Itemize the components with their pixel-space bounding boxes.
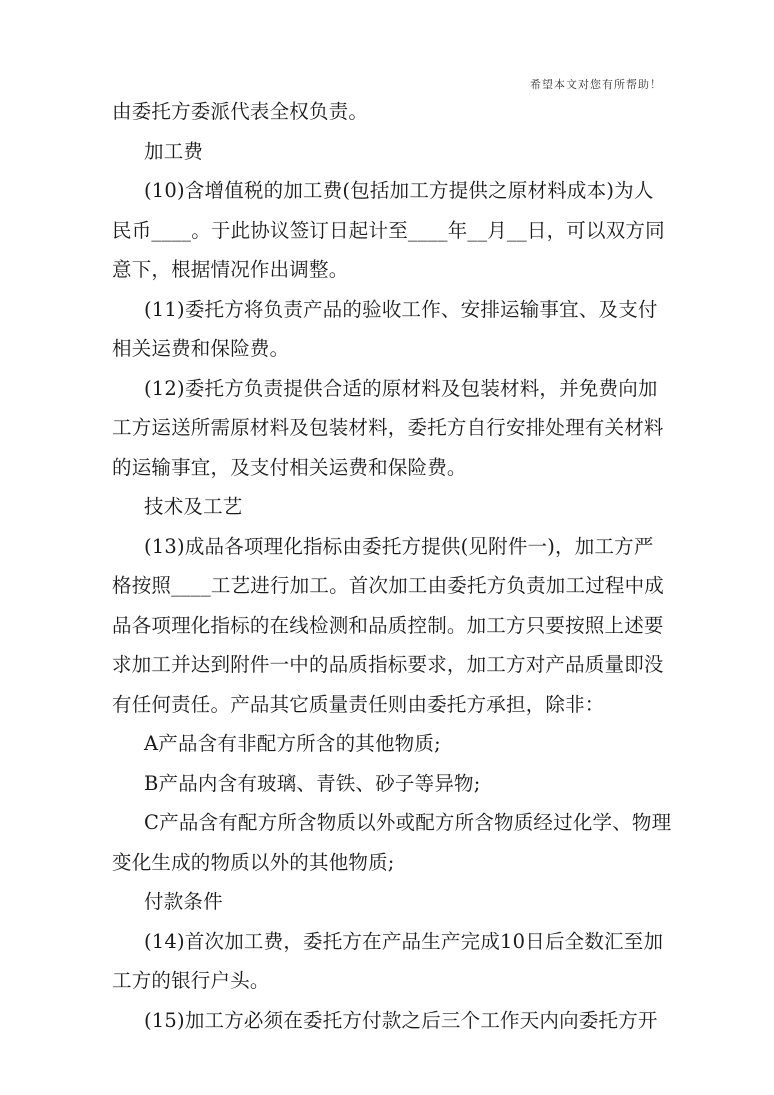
list-item: A产品含有非配方所含的其他物质; <box>144 732 441 755</box>
document-body <box>112 92 672 1040</box>
text-line: 相关运费和保险费。 <box>112 337 290 360</box>
text-line: 格按照____工艺进行加工。首次加工由委托方负责加工过程中成 <box>112 574 665 597</box>
text-line: 民币____。于此协议签订日起计至____年__月__日，可以双方同 <box>112 218 665 242</box>
text-line: (11)委托方将负责产品的验收工作、安排运输事宜、及支付 <box>144 297 658 321</box>
text-line: 工方运送所需原材料及包装材料，委托方自行安排处理有关材料 <box>112 416 664 439</box>
text-line: (12)委托方负责提供合适的原材料及包装材料，并免费向加 <box>144 376 658 400</box>
text-line: 变化生成的物质以外的其他物质; <box>112 850 395 874</box>
text-line: 工方的银行户头。 <box>112 969 270 992</box>
text-line: 由委托方委派代表全权负责。 <box>112 100 369 123</box>
text-line: 品各项理化指标的在线检测和品质控制。加工方只要按照上述要 <box>112 613 664 637</box>
text-line: (10)含增值税的加工费(包括加工方提供之原材料成本)为人 <box>144 179 654 202</box>
section-heading: 技术及工艺 <box>144 495 243 518</box>
header-note: 希望本文对您有所帮助！ <box>530 78 662 91</box>
text-line: 有任何责任。产品其它质量责任则由委托方承担，除非： <box>112 692 605 716</box>
text-line: (14)首次加工费，委托方在产品生产完成10日后全数汇至加 <box>144 929 664 953</box>
text-line: 求加工并达到附件一中的品质指标要求，加工方对产品质量即没 <box>112 653 664 676</box>
text-line: 的运输事宜，及支付相关运费和保险费。 <box>112 455 467 479</box>
list-item: C产品含有配方所含物质以外或配方所含物质经过化学、物理 <box>144 811 672 834</box>
text-line: (15)加工方必须在委托方付款之后三个工作天内向委托方开 <box>144 1008 658 1032</box>
text-line: (13)成品各项理化指标由委托方提供(见附件一)，加工方严 <box>144 534 654 558</box>
list-item: B产品内含有玻璃、青铁、砂子等异物; <box>144 771 481 795</box>
section-heading: 加工费 <box>144 139 204 163</box>
section-heading: 付款条件 <box>144 890 223 913</box>
text-line: 意下，根据情况作出调整。 <box>112 258 349 281</box>
